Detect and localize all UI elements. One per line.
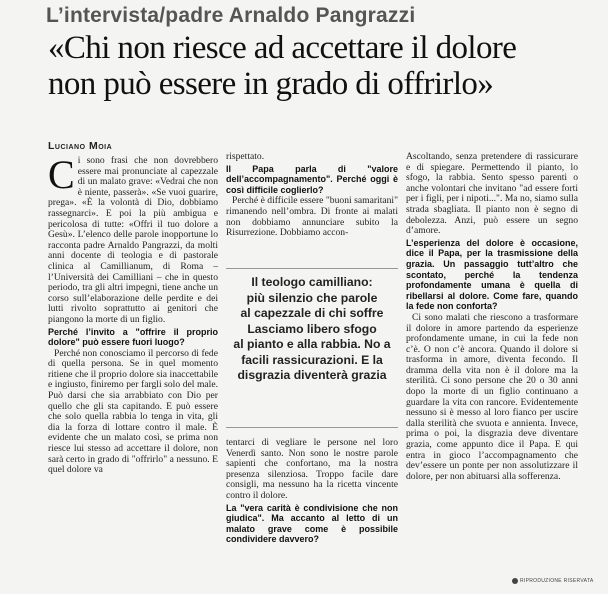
pull-quote-line: al capezzale di chi soffre — [240, 306, 384, 320]
headline — [48, 30, 598, 102]
question-1: Perché l’invito a "offrire il proprio dolore" può essere fuori luogo? — [48, 326, 218, 348]
question-4: L’esperienza del dolore è occasione, dice il Papa, per la trasmissione della grazia. Un passaggio tutt’altro che scontato, perché la tendenza profondamente umana è quella di ribellarsi al dolore. Come fare, quando la fede non conforta? — [406, 237, 578, 312]
intro-paragraph — [48, 152, 218, 326]
column-1 — [48, 152, 218, 477]
dropcap: C — [48, 152, 75, 197]
pull-quote — [226, 268, 398, 428]
pull-quote-line: più silenzio che parole — [246, 290, 378, 305]
pull-quote-line: Il teologo camilliano: — [251, 275, 373, 289]
column-2-top — [226, 152, 398, 240]
question-2: Il Papa parla di "valore dell’accompagnamento". Perché oggi è così difficile coglierlo? — [226, 163, 398, 195]
answer-1-end: rispettato. — [226, 151, 265, 162]
answer-3: Ascoltando, senza pretendere di rassicurare e di spiegare. Permettendo il pianto, lo sfogo, la rabbia. Sento spesso parenti o anche volontari che invitano "ad essere forti per i figli, per i nipoti...". Ma no, siamo sulla strada sbagliata. Il pianto non è segno di debolezza. Anzi, può essere un segno d’amore. — [406, 151, 578, 237]
headline-line-2: non può essere in grado di offrirlo» — [48, 66, 494, 102]
column-3 — [406, 152, 578, 483]
byline: Luciano Moia — [48, 140, 113, 152]
article-kicker: L’intervista/padre Arnaldo Pangrazzi — [46, 4, 416, 27]
headline-line-1: «Chi non riesce ad accettare il dolore — [48, 30, 517, 66]
pull-quote-line: disgrazia diventerà grazia — [237, 368, 387, 382]
answer-2: Perché è difficile essere "buoni samaritani" rimanendo nell’ombra. Di fronte ai malati non dobbiamo annunciare subito la Risurrezione. Dobbiamo accon- — [226, 195, 398, 239]
column-2-bottom — [226, 438, 398, 546]
answer-2-end: tentarci di vegliare le persone nel loro Venerdì santo. Non sono le nostre parole sapienti che confortano, ma la nostra presenza silenziosa. Troppo facile dare consigli, ma nessuno ha la ricetta vincente contro il dolore. — [226, 437, 398, 501]
pull-quote-line: Lasciamo libero sfogo — [247, 321, 377, 336]
pull-quote-line: al pianto e alla rabbia. No a — [233, 337, 391, 351]
answer-4: Ci sono malati che riescono a trasformare il dolore in amore partendo da esperienze profondamente umane, in cui la fede non c’è. O non c’è ancora. Quando il dolore si trasforma in amore, diventa fecondo. Il dramma della vita non è il dolore ma la sterilità. Ci sono persone che 20 o 30 anni dopo la morte di un figlio continuano a guardare la vita con rancore. Evidentemente nessuno si è messo al loro fianco per uscire dalla sterilità che svuota e annienta. Invece, prima o poi, la disgrazia deve diventare grazia, come appunto dice il Papa. E qui entra in gioco l’accompagnamento che dev’essere un ponte per non assolutizzare il dolore, per non abituarsi alla sofferenza. — [406, 311, 578, 482]
copyright-note: RIPRODUZIONE RISERVATA — [520, 578, 594, 584]
intro-text: i sono frasi che non dovrebbero essere mai pronunciate al capezzale di un malato grave: «Vedrai che non è niente, passerà». «Se vuoi guarire, prega». «È la volontà di Dio, dobbiamo rassegnarci». E poi la più ambigua e pericolosa di tutte: «Offri il tuo dolore a Gesù». L’elenco delle parole inopportune lo racconta padre Arnaldo Pangrazzi, da molti anni docente di teologia e di pastorale clinica al Camillianum, di Roma – l’Università dei Camilliani – che in questo periodo, tra gli altri impegni, tiene anche un corso sull’elaborazione delle perdite e dei lutti rivolto soprattutto ai genitori che piangono la morte di un figlio. — [48, 155, 218, 325]
answer-1: Perché non conosciamo il percorso di fede di quella persona. Se in quel momento ritiene che il proprio dolore sia inaccettabile e ingiusto, finiremo per fargli solo del male. Può darsi che sia arrabbiato con Dio per quello che gli sta capitando. E può essere che solo quella rabbia lo tenga in vita, gli dia la forza di lottare contro il male. È evidente che un malato così, se prima non riesce lui stesso ad accettare il dolore, non sarà certo in grado di "offrirlo" a nessuno. E quel dolore va — [48, 347, 218, 476]
pull-quote-line: facili rassicurazioni. E la — [241, 352, 383, 367]
copyright-icon — [512, 578, 518, 584]
question-3: La "vera carità è condivisione che non giudica". Ma accanto al letto di un malato grave come è possibile condividere davvero? — [226, 502, 398, 545]
